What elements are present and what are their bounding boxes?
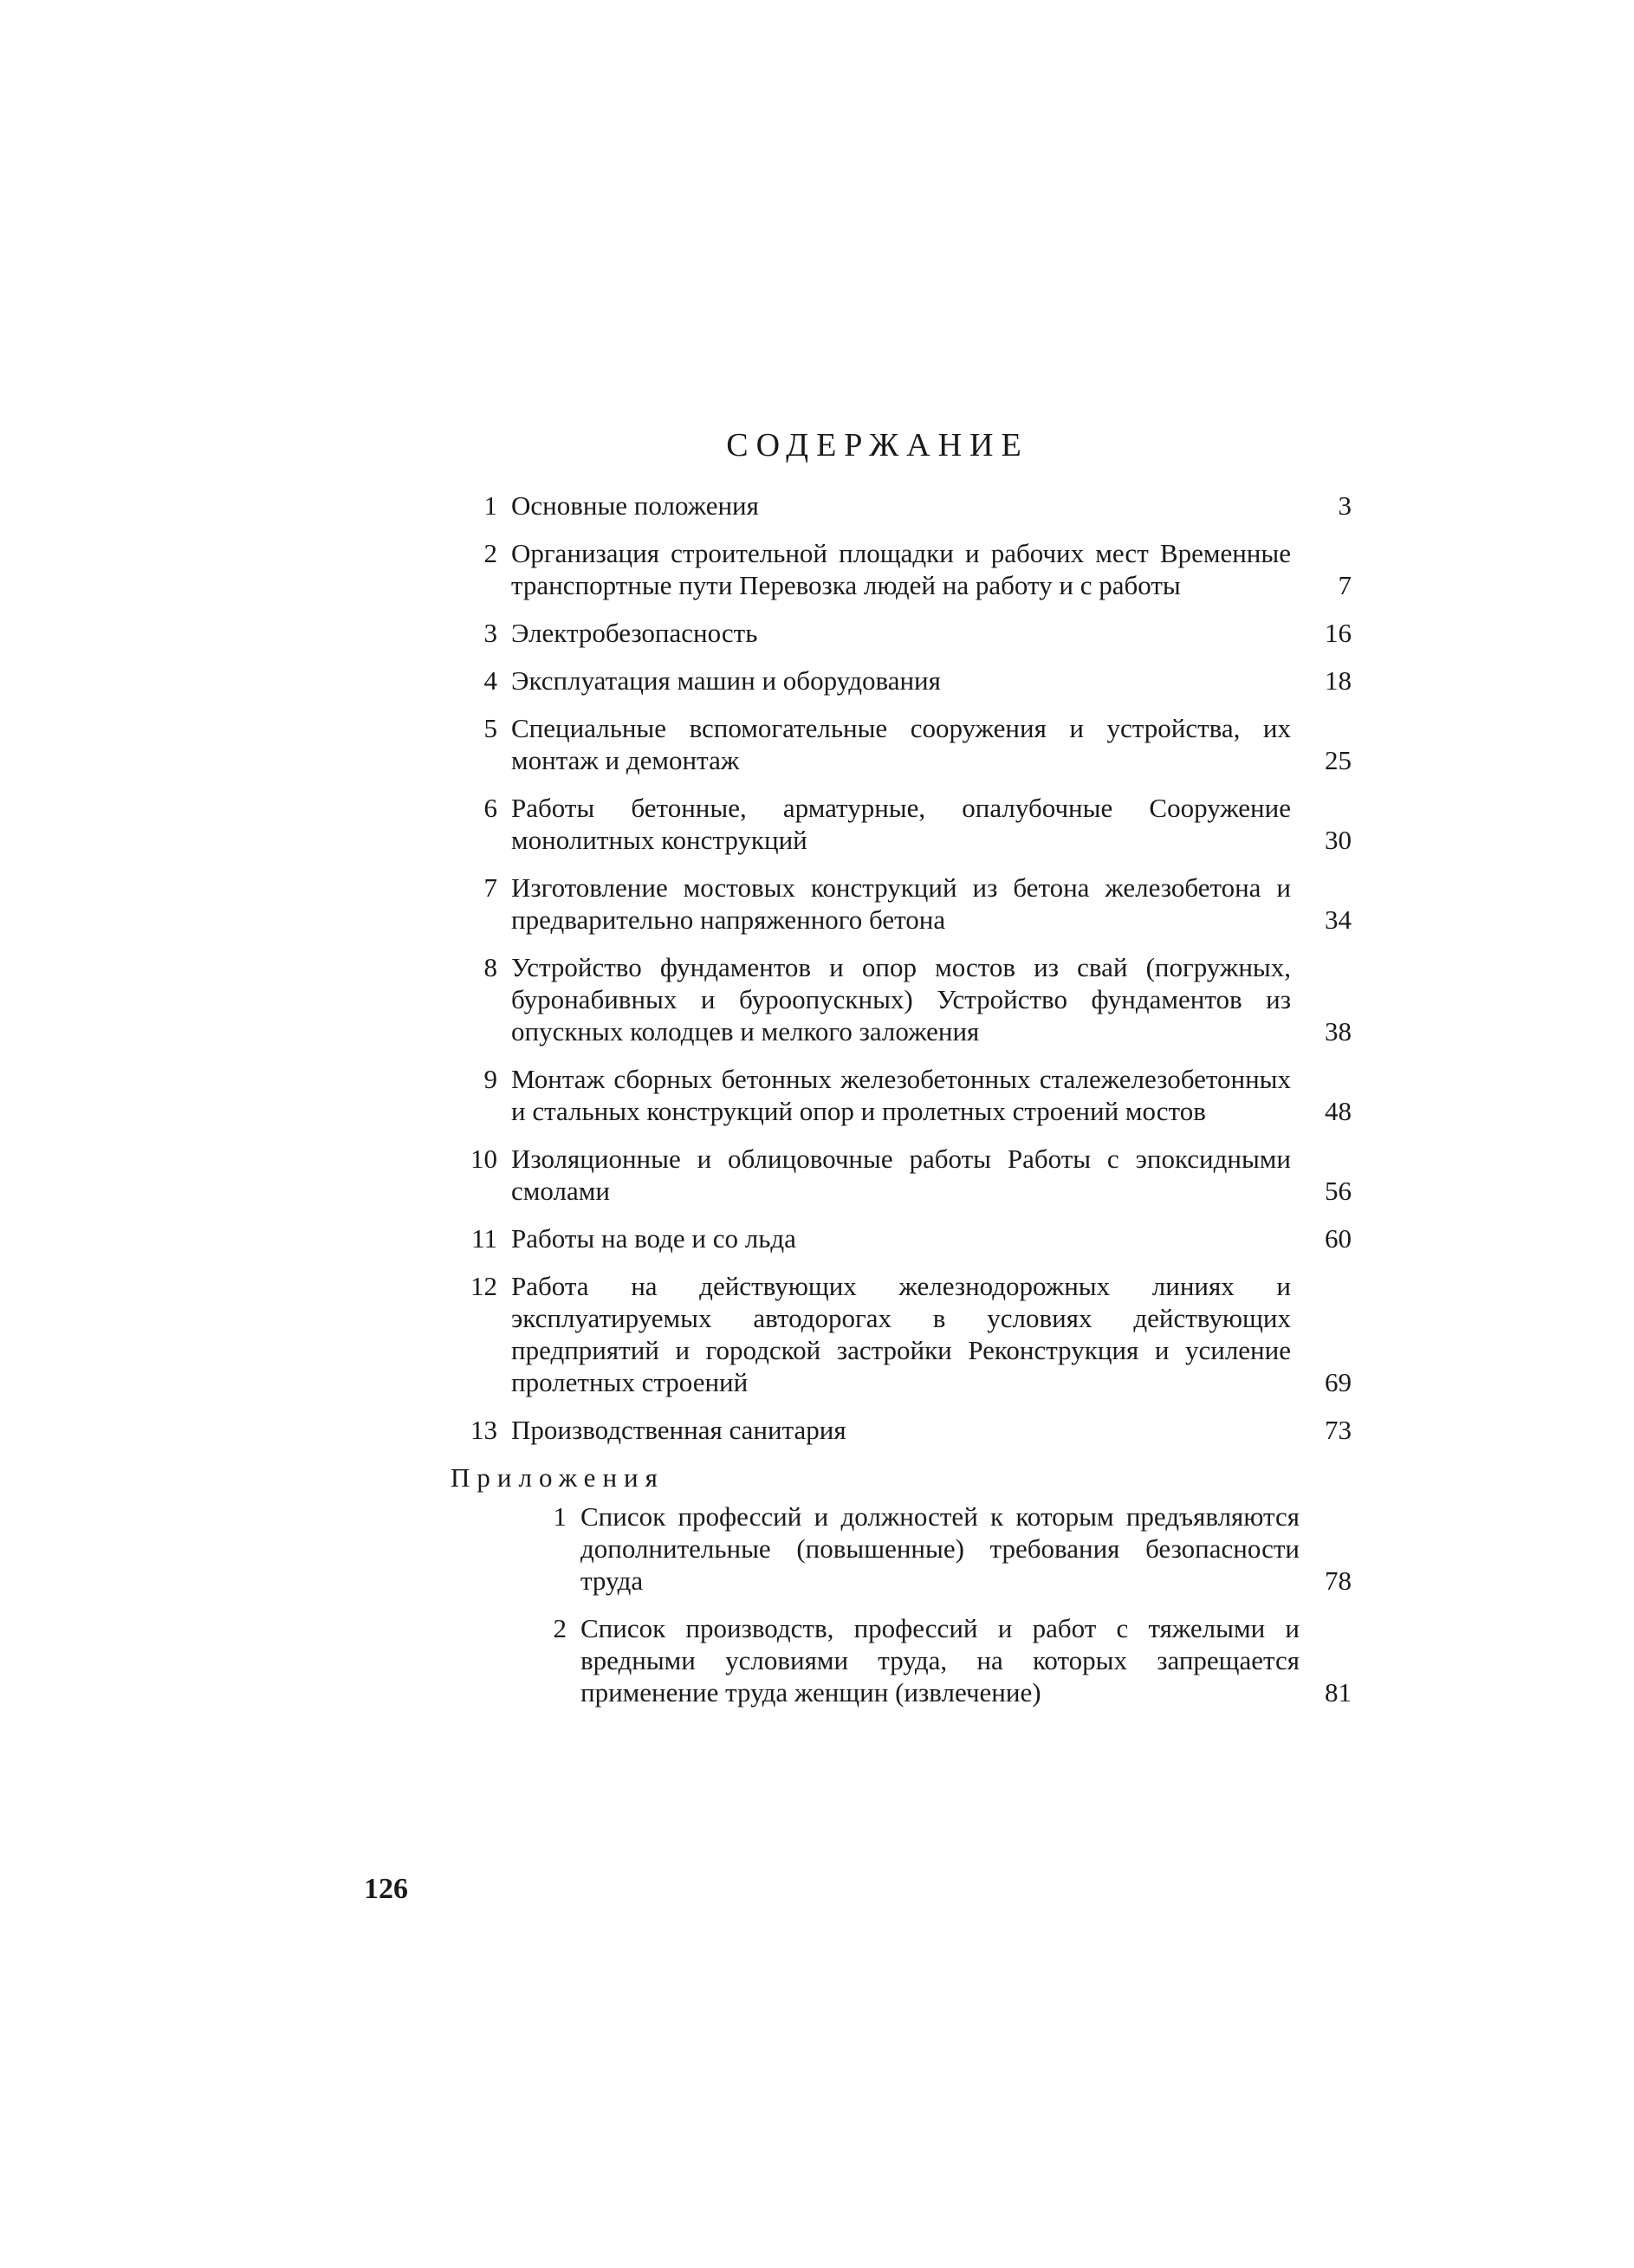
- toc-entry-page: 38: [1325, 1016, 1352, 1047]
- toc-entry: [451, 489, 1369, 522]
- toc-entry-title: Изоляционные и облицовочные работы Работы с эпоксидными смолами: [511, 1144, 1291, 1206]
- toc-entry-number: 12: [470, 1271, 497, 1301]
- toc-entry-number: 4: [483, 665, 497, 696]
- toc-entry-page: 30: [1325, 825, 1352, 855]
- toc-entry-title: Изготовление мостовых конструкций из бетона железобетона и предварительно напряженного бетона: [511, 872, 1291, 935]
- toc-entry-title: Эксплуатация машин и оборудования: [511, 665, 941, 696]
- appendix-entry-page: 81: [1325, 1677, 1352, 1707]
- toc-entry-number: 5: [483, 713, 497, 743]
- appendix-entry-title: Список профессий и должностей к которым предъявляются дополнительные (повышенные) требования безопасности труда: [580, 1501, 1300, 1596]
- toc-entry-number: 11: [471, 1223, 497, 1254]
- toc-entry: [451, 1143, 1369, 1207]
- appendix-entry: [451, 1500, 1369, 1597]
- appendix-entry-number: 1: [553, 1501, 567, 1532]
- toc-entry-page: 56: [1325, 1176, 1352, 1206]
- toc-entry: [451, 537, 1369, 601]
- toc-entry-number: 2: [483, 538, 497, 568]
- table-of-contents: [451, 489, 1369, 1724]
- toc-entry-number: 13: [470, 1415, 497, 1445]
- page-title: СОДЕРЖАНИЕ: [726, 427, 1029, 463]
- toc-entry-number: 10: [470, 1144, 497, 1174]
- appendix-entry-number: 2: [553, 1613, 567, 1643]
- toc-entry-number: 8: [483, 952, 497, 982]
- page-number: 126: [364, 1873, 408, 1905]
- toc-entry: [451, 1222, 1369, 1254]
- toc-entry-page: 69: [1325, 1367, 1352, 1397]
- toc-entry-title: Работы на воде и со льда: [511, 1223, 796, 1254]
- toc-entry-page: 25: [1325, 745, 1352, 775]
- toc-entry-title: Работы бетонные, арматурные, опалубочные Сооружение монолитных конструкций: [511, 793, 1291, 855]
- toc-entry-number: 1: [483, 490, 497, 521]
- appendix-heading: Приложения: [451, 1462, 665, 1493]
- toc-entry-title: Специальные вспомогательные сооружения и устройства, их монтаж и демонтаж: [511, 713, 1291, 775]
- toc-entry-title: Устройство фундаментов и опор мостов из свай (погружных, буронабивных и буроопускных) Устройство фундаментов из опускных колодцев и мелкого заложения: [511, 952, 1291, 1047]
- toc-entry-number: 9: [483, 1064, 497, 1094]
- toc-entry: [451, 1414, 1369, 1446]
- toc-entry-title: Электробезопасность: [511, 618, 758, 648]
- toc-entry-page: 16: [1325, 618, 1352, 648]
- appendix-entry-title: Список производств, профессий и работ с тяжелыми и вредными условиями труда, на которых запрещается применение труда женщин (извлечение): [580, 1613, 1300, 1707]
- toc-entry: [451, 1270, 1369, 1398]
- toc-entry-title: Организация строительной площадки и рабочих мест Временные транспортные пути Перевозка людей на работу и с работы: [511, 538, 1291, 600]
- toc-entry-page: 18: [1325, 665, 1352, 696]
- toc-entry: [451, 951, 1369, 1047]
- toc-entry-page: 73: [1325, 1415, 1352, 1445]
- toc-entry: [451, 712, 1369, 776]
- toc-entry-title: Основные положения: [511, 490, 759, 521]
- toc-entry-page: 34: [1325, 904, 1352, 935]
- toc-entry: [451, 872, 1369, 936]
- toc-entry-page: 3: [1338, 490, 1352, 521]
- toc-entry-title: Работа на действующих железнодорожных линиях и эксплуатируемых автодорогах в условиях действующих предприятий и городской застройки Реконструкция и усиление пролетных строений: [511, 1271, 1291, 1397]
- toc-entry-title: Монтаж сборных бетонных железобетонных сталежелезобетонных и стальных конструкций опор и пролетных строений мостов: [511, 1064, 1291, 1126]
- toc-entry-number: 7: [483, 872, 497, 903]
- toc-entry: [451, 1063, 1369, 1127]
- toc-entry-page: 60: [1325, 1223, 1352, 1254]
- toc-entry-number: 3: [483, 618, 497, 648]
- toc-entry-page: 7: [1338, 570, 1352, 600]
- toc-entry-title: Производственная санитария: [511, 1415, 846, 1445]
- toc-entry: [451, 664, 1369, 697]
- toc-entry-number: 6: [483, 793, 497, 823]
- appendix-entry: [451, 1612, 1369, 1708]
- toc-entry: [451, 792, 1369, 856]
- toc-entry-page: 48: [1325, 1096, 1352, 1126]
- toc-entry: [451, 617, 1369, 649]
- appendix-entry-page: 78: [1325, 1565, 1352, 1596]
